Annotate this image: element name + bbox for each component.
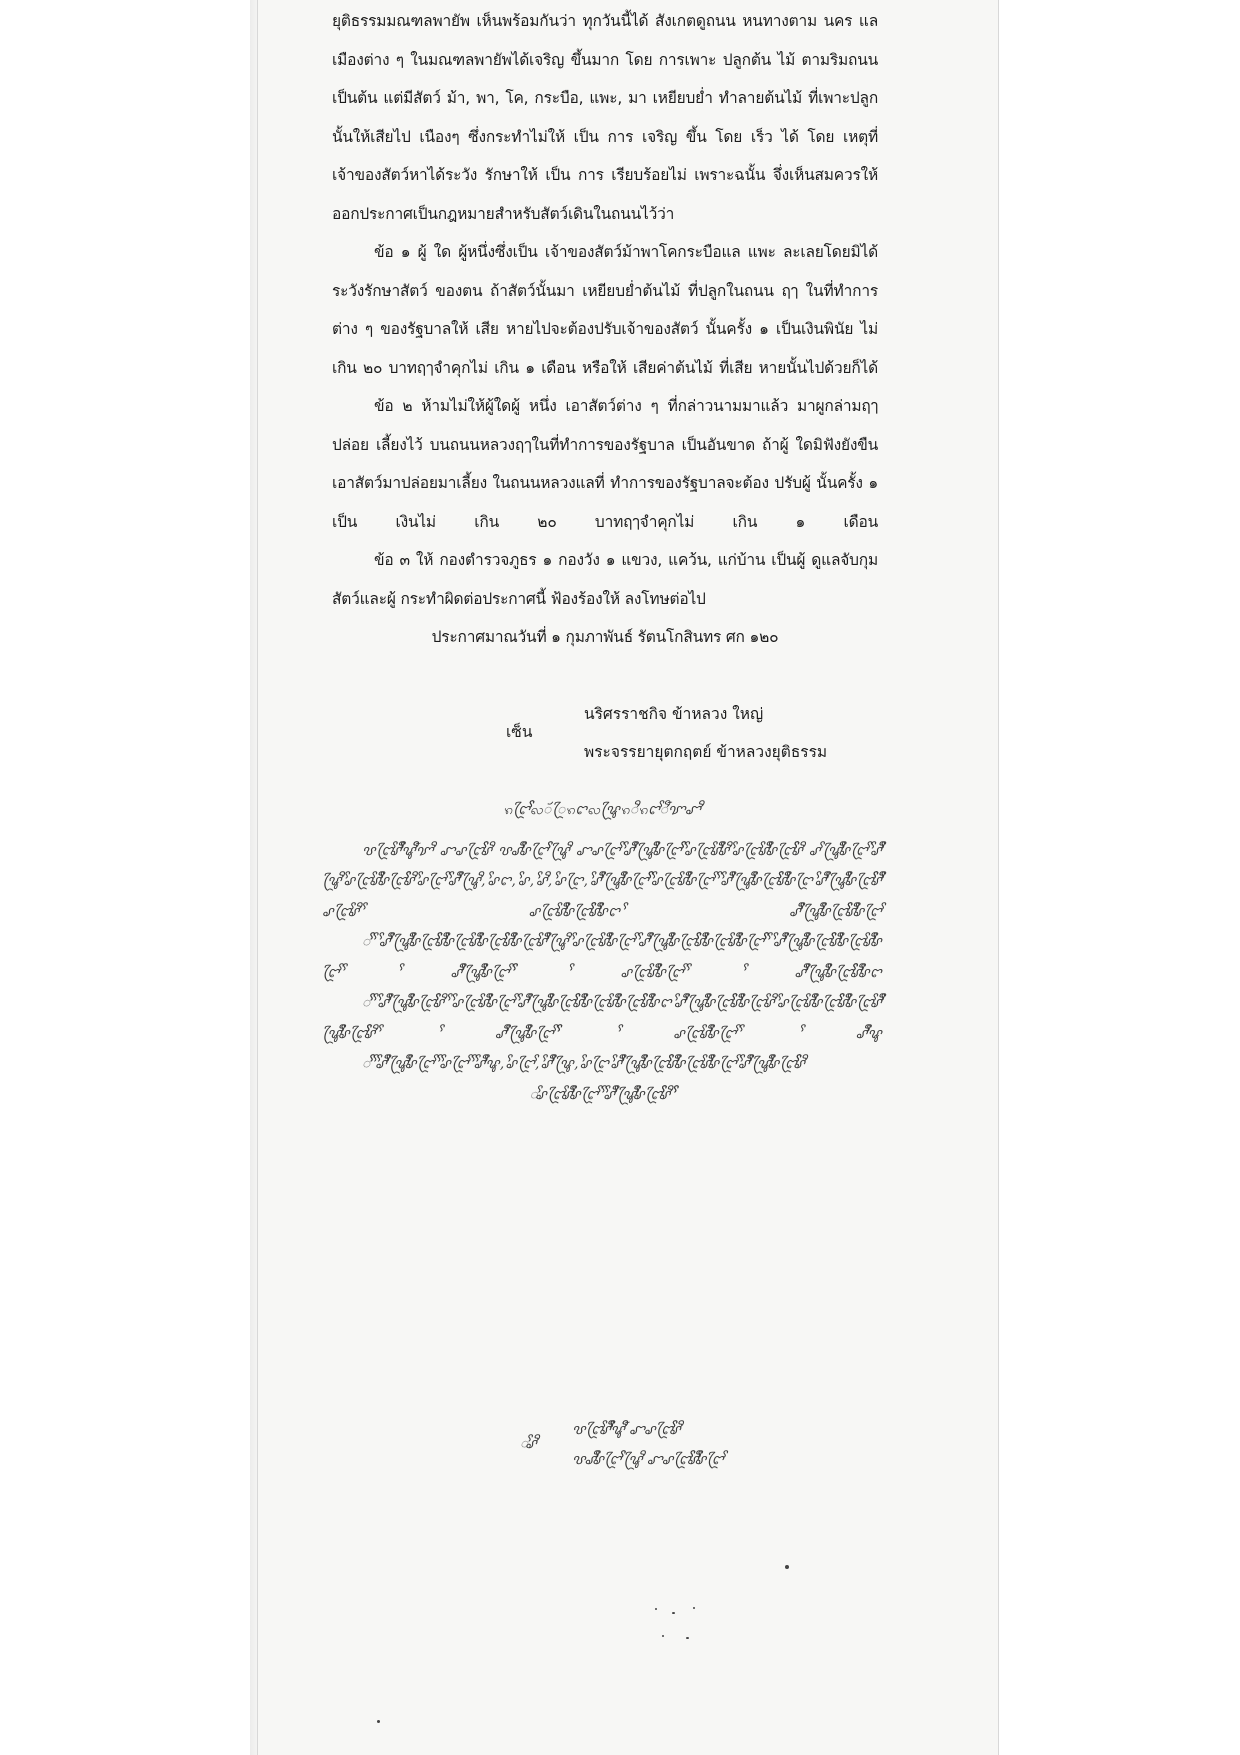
thai-signed-label: เซ็น: [506, 723, 533, 741]
scan-speck: [655, 1608, 657, 1610]
scan-speck: [672, 1612, 675, 1614]
thai-signers: [584, 695, 827, 771]
lanna-clause-1: ꨩꨩ ꨩ ꨩꨣꨪꨩꨥꨴꨪꨩꨣꨤꨴꨩꨩꨩꨣꨪꨩꨣꨤꨴꨩꨣꨪꨩꨣꨤꨴꨩꨩꨩꨣꨪꨩꨣꨤꨴꨩꨣꨪꨩꨥꨴꨪ ꨩꨣꨤꨴꨩꨣꨪꨩꨣꨤꨴꨩ ꨩꨣꨪꨩꨥꨴꨪꨩꨣꨤꨴꨩꨩꨩꨣꨪꨩꨣꨤꨴꨩꨣꨪꨩꨣꨤꨴꨩꨩꨩ ꨩ ꨩꨣꨪꨩꨥꨴꨪꨩꨣꨤꨴꨩꨩꨩꨣꨪꨩꨣꨤꨴꨩꨣꨪꨩꨣꨤꨴꨩ ꨩ ꨩꨣꨪꨩꨥꨴꨪꨩꨣꨤꨴꨩ ꨩꨩ ꨩꨣꨤꨴꨩꨣꨪꨩꨣꨤꨴꨩ ꨩ ꨩꨣꨪꨩꨥꨴꨪꨩꨣꨤꨴꨩꨩꨩꨣꨪꨩꨣꨤ: [322, 934, 882, 981]
lanna-signer: ꨝꨣꨪꨩꨣꨤꨴꨩꨩꨥꨴꨪ ꨧꨣꨤꨴꨩꨩꨣꨪꨩꨣꨤꨴꨩ: [572, 1452, 724, 1468]
scan-speck: [662, 1635, 664, 1637]
lanna-signer: ꨝꨤꨴꨩꨣꨪꨩꨩꨥꨪꨬ ꨧꨣꨤꨴꨩꨩꨣꨪ: [572, 1422, 681, 1438]
lanna-title: ꩫꨤꨴꨩꨩꩮꨮꨴꩫꨤꩮꨥꨴꩫꨪꩫꨤꨩꨬꨢꨧꨪ: [502, 802, 702, 818]
scan-speck: [686, 1637, 689, 1639]
lanna-signed-label: ꨩꨣꨪ: [520, 1436, 537, 1452]
thai-text-block: [332, 2, 878, 657]
thai-date-line: ประกาศมาณวันที่ ๑ กุมภาพันธ์ รัตนโกสินทร ศก ๑๒๐: [431, 628, 779, 646]
lanna-paragraph: ꨝꨤꨴꨩꨣꨪꨩꨩꨥꨪꨬꨢꨪ ꨧꨣꨤꨴꨩꨩꨣꨪ ꨝꨣꨪꨩꨣꨤꨴꨩꨩꨥꨴꨪ ꨧꨣꨤꨴꨩ ꨩꨣꨪꨩꨥꨴꨪꨩꨣꨤꨴꨩꨩꨩ ꨩꨣꨤꨴꨩꨣꨪꨩꨣꨪ ꨩꨣꨤꨴꨩꨣꨪꨩꨣꨤꨴꨩꨩꨩꨣꨪ ꨣꨩꨥꨴꨪꨩꨣꨤꨴꨩ ꨩꨣꨪꨩꨥꨴꨪ ꨩꨣꨤꨴꨩꨣꨪꨩꨣꨤꨴꨩꨩꨩꨣꨪ ꨩꨣꨤꨴꨩ ꨩꨣꨪꨩꨥꨴꨪ, ꨩꨣꨤ, ꨩꨣ, ꨩꨣꨪ, ꨩꨣꨤꨴ, ꨩꨣꨪꨩꨥꨴꨪꨩꨣꨤꨴꨩꨩꨩ ꨩꨣꨤꨴꨩꨣꨪꨩꨣꨤꨴꨩ ꨩ ꨩꨣꨪꨩꨥꨴꨪꨩꨣꨤꨴꨩꨩꨩꨣꨪꨩꨣꨤꨴ ꨩꨣꨪꨩꨥꨴꨪꨩꨣꨤꨴꨩꨩꨩꨣꨪꨩꨣꨤꨴꨩꨣꨪ ꨩꨣꨤꨴꨩꨣꨪꨩꨣꨤꨴꨩꨩꨩꨣꨪꨩꨣꨤ ꨩꨣꨪꨩꨥꨴꨪꨩꨣꨤꨴꨩꨩꨩꨣꨪꨩꨣꨤꨴꨩ: [322, 842, 882, 920]
lanna-clause-3: ꨩꨩ ꨩ ꨩꨣꨪꨩꨥꨴꨪꨩꨣꨤꨴꨩ ꨩ ꨩꨣꨤꨴꨩ ꨩ ꨩꨣꨪꨩꨥ, ꨩꨣꨤꨴꨩ, ꨩꨣꨪꨩꨥꨴ, ꨩꨣꨤꨴ ꨩꨣꨪꨩꨥꨴꨪꨩꨣꨤꨴꨩꨩꨩꨣꨪꨩꨣꨤꨴꨩꨣꨪꨩꨣꨤꨴꨩ ꨩꨣꨪꨩꨥꨴꨪꨩꨣꨤꨴꨩꨩꨩꨣꨪ: [362, 1056, 806, 1072]
thai-clause-3: ข้อ ๓ ให้ กองตำรวจภูธร ๑ กองวัง ๑ แขวง, แคว้น, แก่บ้าน เป็นผู้ ดูแลจับกุมสัตว์และผู้ กระทำผิดต่อประกาศนี้ ฟ้องร้องให้ ลงโทษต่อไป: [332, 551, 878, 608]
lanna-date-line: ꨩꨣꨤꨴꨩꨣꨪꨩꨣꨤꨴꨩ ꨩ ꨩꨣꨪꨩꨥꨴꨪꨩꨣꨤꨴꨩꨩꨩꨣꨪ ꨩꨩ: [529, 1086, 675, 1103]
thai-paragraph: ยุติธรรมมณฑลพายัพ เห็นพร้อมกันว่า ทุกวันนี้ได้ สังเกตดูถนน หนทางตาม นคร แลเมืองต่าง ๆ ในมณฑลพายัพได้เจริญ ขึ้นมาก โดย การเพาะ ปลูกต้น ไม้ ตามริมถนน เป็นต้น แต่มีสัตว์ ม้า, พา, โค, กระบือ, แพะ, มา เหยียบย่ำ ทำลายต้นไม้ ที่เพาะปลูกนั้นให้เสียไป เนืองๆ ซึ่งกระทำไม่ให้ เป็น การ เจริญ ขึ้น โดย เร็ว ได้ โดย เหตุที่ เจ้าของสัตว์หาได้ระวัง รักษาให้ เป็น การ เรียบร้อยไม่ เพราะฉนั้น จึ่งเห็นสมควรให้ ออกประกาศเป็นกฎหมายสำหรับสัตว์เดินในถนนไว้ว่า: [332, 12, 878, 223]
scan-speck: [693, 1607, 695, 1609]
thai-clause-1: ข้อ ๑ ผู้ ใด ผู้หนึ่งซึ่งเป็น เจ้าของสัตว์ม้าพาโคกระบือแล แพะ ละเลยโดยมิได้ ระวังรักษาสัตว์ ของตน ถ้าสัตว์นั้นมา เหยียบย่ำต้นไม้ ที่ปลูกในถนน ฤๅ ในที่ทำการต่าง ๆ ของรัฐบาลให้ เสีย หายไปจะต้องปรับเจ้าของสัตว์ นั้นครั้ง ๑ เป็นเงินพินัย ไม่ เกิน ๒๐ บาทฤๅจำคุกไม่ เกิน ๑ เดือน หรือให้ เสียค่าต้นไม้ ที่เสีย หายนั้นไปด้วยก็ได้: [332, 243, 878, 377]
scan-speck: [785, 1565, 789, 1569]
scan-speck: [377, 1720, 380, 1723]
lanna-clause-2: ꨩꨩ ꨩ ꨩꨣꨪꨩꨥꨴꨪꨩꨣꨤꨴꨩꨩꨩꨣꨪ ꨩ ꨩꨣꨤꨴꨩꨣꨪꨩꨣꨤꨴꨩ ꨩꨣꨪꨩꨥꨴꨪꨩꨣꨤꨴꨩꨩꨩꨣꨪꨩꨣꨤꨴꨩꨣꨪꨩꨣꨤꨴꨩꨩꨩꨣꨪꨩꨣꨤ ꨩꨣꨪꨩꨥꨴꨪꨩꨣꨤꨴꨩꨩꨩꨣꨪꨩꨣꨤꨴꨩꨣꨪ ꨩꨣꨤꨴꨩꨣꨪꨩꨣꨤꨴꨩꨩꨩꨣꨪꨩꨣꨤꨴꨩꨣꨪꨩꨥꨴꨪꨩꨣꨤꨴꨩꨩꨩꨣꨪ ꨩ ꨩꨣꨪꨩꨥꨴꨪꨩꨣꨤꨴꨩ ꨩꨩ ꨩꨣꨤꨴꨩꨣꨪꨩꨣꨤꨴꨩ ꨩ ꨩꨣꨪꨩꨥ: [322, 995, 882, 1042]
thai-signer: พระจรรยายุตกฤตย์ ข้าหลวงยุติธรรม: [584, 743, 828, 761]
thai-signer: นริศรราชกิจ ข้าหลวง ใหญ่: [584, 705, 764, 723]
thai-clause-2: ข้อ ๒ ห้ามไม่ให้ผู้ใดผู้ หนึ่ง เอาสัตว์ต่าง ๆ ที่กล่าวนามมาแล้ว มาผูกล่ามฤๅปล่อย เลี้ยงไว้ บนถนนหลวงฤๅในที่ทำการของรัฐบาล เป็นอันขาด ถ้าผู้ ใดมิฟังยังขืนเอาสัตว์มาปล่อยมาเลี้ยง ในถนนหลวงแลที่ ทำการของรัฐบาลจะต้อง ปรับผู้ นั้นครั้ง ๑ เป็น เงินไม่ เกิน ๒๐ บาทฤๅจำคุกไม่ เกิน ๑ เดือน: [332, 397, 878, 531]
lanna-signers: [572, 1415, 724, 1475]
lanna-text-block: [322, 795, 882, 1120]
